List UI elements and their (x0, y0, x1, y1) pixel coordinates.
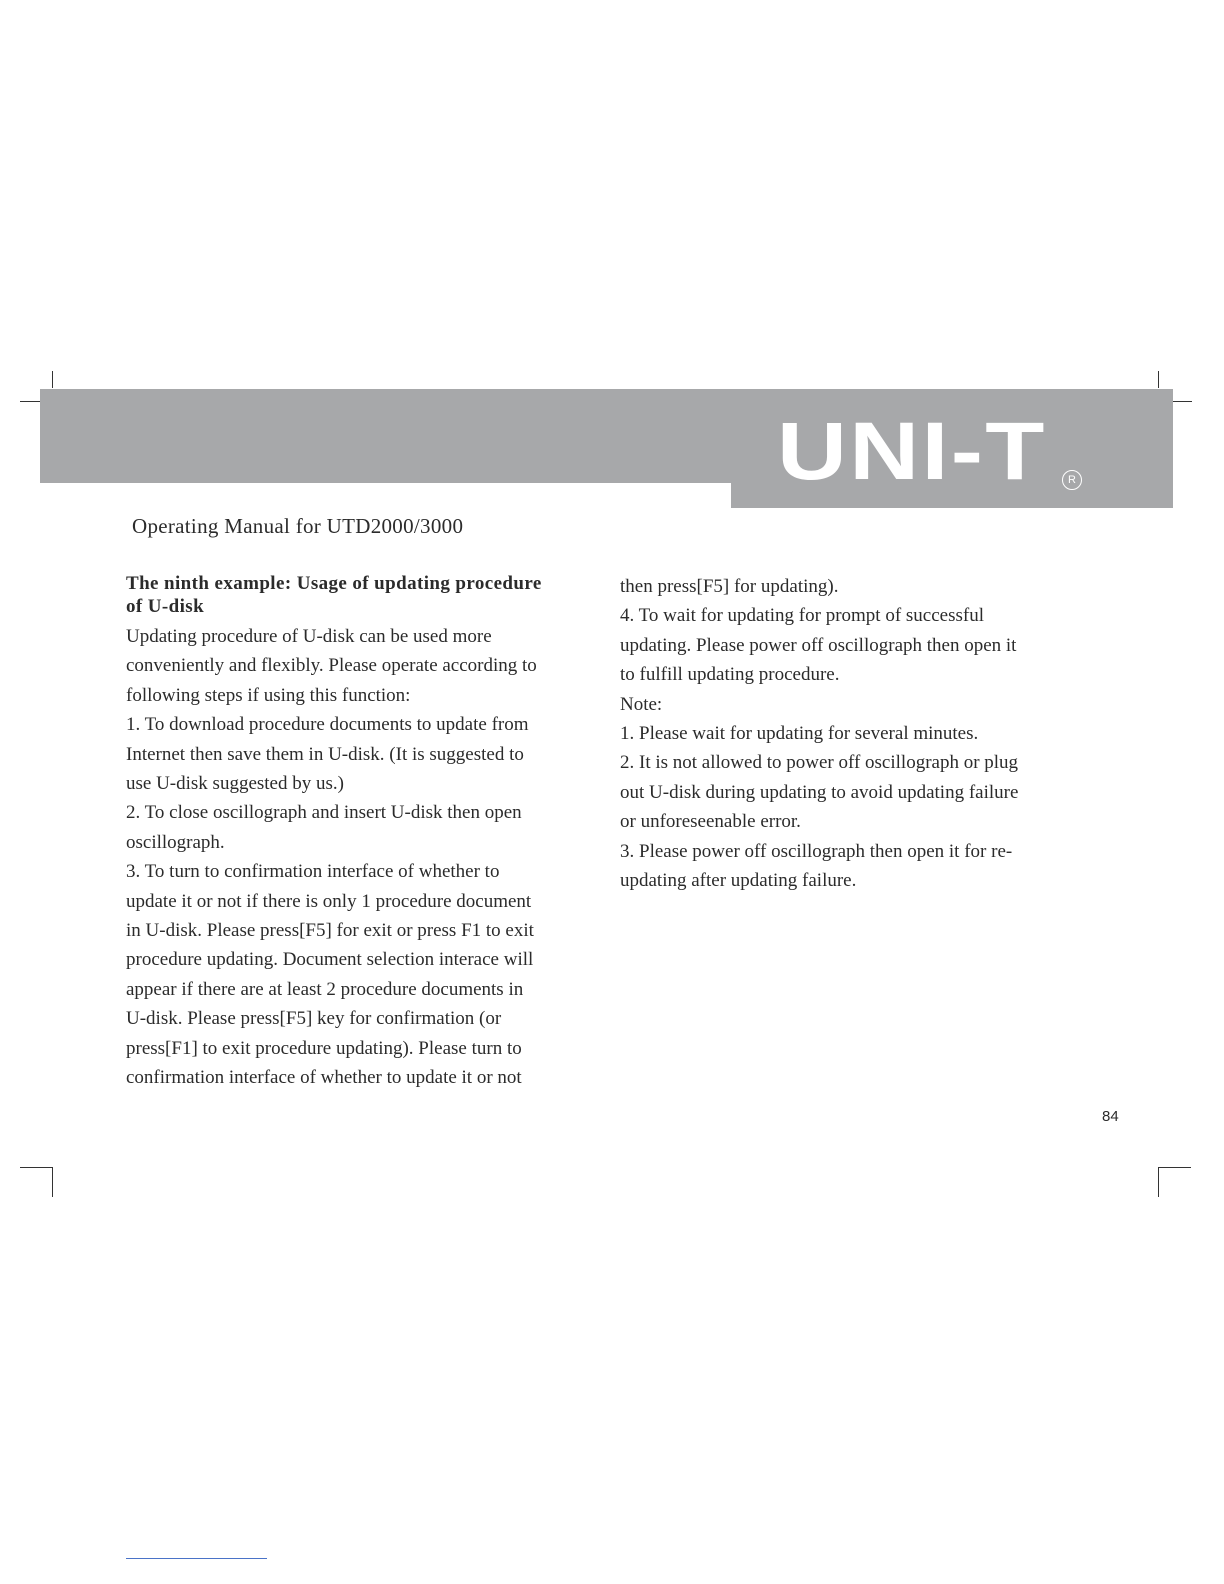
page-number: 84 (1102, 1108, 1119, 1125)
body-line: use U-disk suggested by us.) (126, 773, 344, 795)
body-line: Updating procedure of U-disk can be used more (126, 626, 492, 647)
crop-mark (1158, 371, 1159, 388)
body-line: 1. Please wait for updating for several minutes. (620, 723, 979, 745)
body-line: 4. To wait for updating for prompt of successful (620, 605, 984, 627)
crop-mark (1158, 1167, 1159, 1197)
footnote-rule (126, 1558, 267, 1559)
crop-mark (52, 371, 53, 388)
body-line: 3. To turn to confirmation interface of whether to (126, 861, 500, 883)
body-line: 1. To download procedure documents to update from (126, 714, 529, 736)
body-line: confirmation interface of whether to update it or not (126, 1067, 522, 1089)
body-line: updating after updating failure. (620, 870, 857, 892)
body-line: update it or not if there is only 1 procedure document (126, 890, 532, 912)
left-column (126, 572, 596, 1093)
body-line: oscillograph. (126, 831, 225, 853)
crop-mark (52, 1167, 53, 1197)
body-line: updating. Please power off oscillograph then open it (620, 634, 1017, 656)
heading-line: of U-disk (126, 596, 205, 617)
crop-mark (20, 401, 40, 402)
body-line: U-disk. Please press[F5] key for confirmation (or (126, 1008, 502, 1030)
body-line: 2. It is not allowed to power off oscillograph or plug (620, 752, 1019, 774)
body-line: or unforeseenable error. (620, 811, 801, 833)
note-label: Note: (620, 693, 663, 715)
body-line: procedure updating. Document selection interace will (126, 949, 534, 971)
body-line: 3. Please power off oscillograph then open it for re- (620, 840, 1013, 862)
body-line: conveniently and flexibly. Please operate according to (126, 655, 537, 677)
body-line: to fulfill updating procedure. (620, 664, 840, 686)
section-heading (126, 572, 596, 618)
crop-mark (20, 1167, 53, 1168)
right-column (620, 572, 1095, 895)
body-line: in U-disk. Please press[F5] for exit or press F1 to exit (126, 920, 534, 942)
manual-title: Operating Manual for UTD2000/3000 (132, 514, 464, 538)
body-line: then press[F5] for updating). (620, 576, 839, 597)
body-line: 2. To close oscillograph and insert U-disk then open (126, 802, 522, 824)
body-line: appear if there are at least 2 procedure documents in (126, 978, 524, 1000)
brand-logo: UNI-T (777, 406, 1047, 497)
crop-mark (1173, 401, 1192, 402)
crop-mark (1158, 1167, 1191, 1168)
registered-trademark-icon: R (1062, 470, 1082, 490)
body-line: following steps if using this function: (126, 684, 411, 706)
body-line: out U-disk during updating to avoid updating failure (620, 781, 1019, 803)
heading-line: The ninth example: Usage of updating procedure (126, 573, 542, 594)
body-line: Internet then save them in U-disk. (It is suggested to (126, 743, 524, 765)
body-line: press[F1] to exit procedure updating). Please turn to (126, 1037, 522, 1059)
